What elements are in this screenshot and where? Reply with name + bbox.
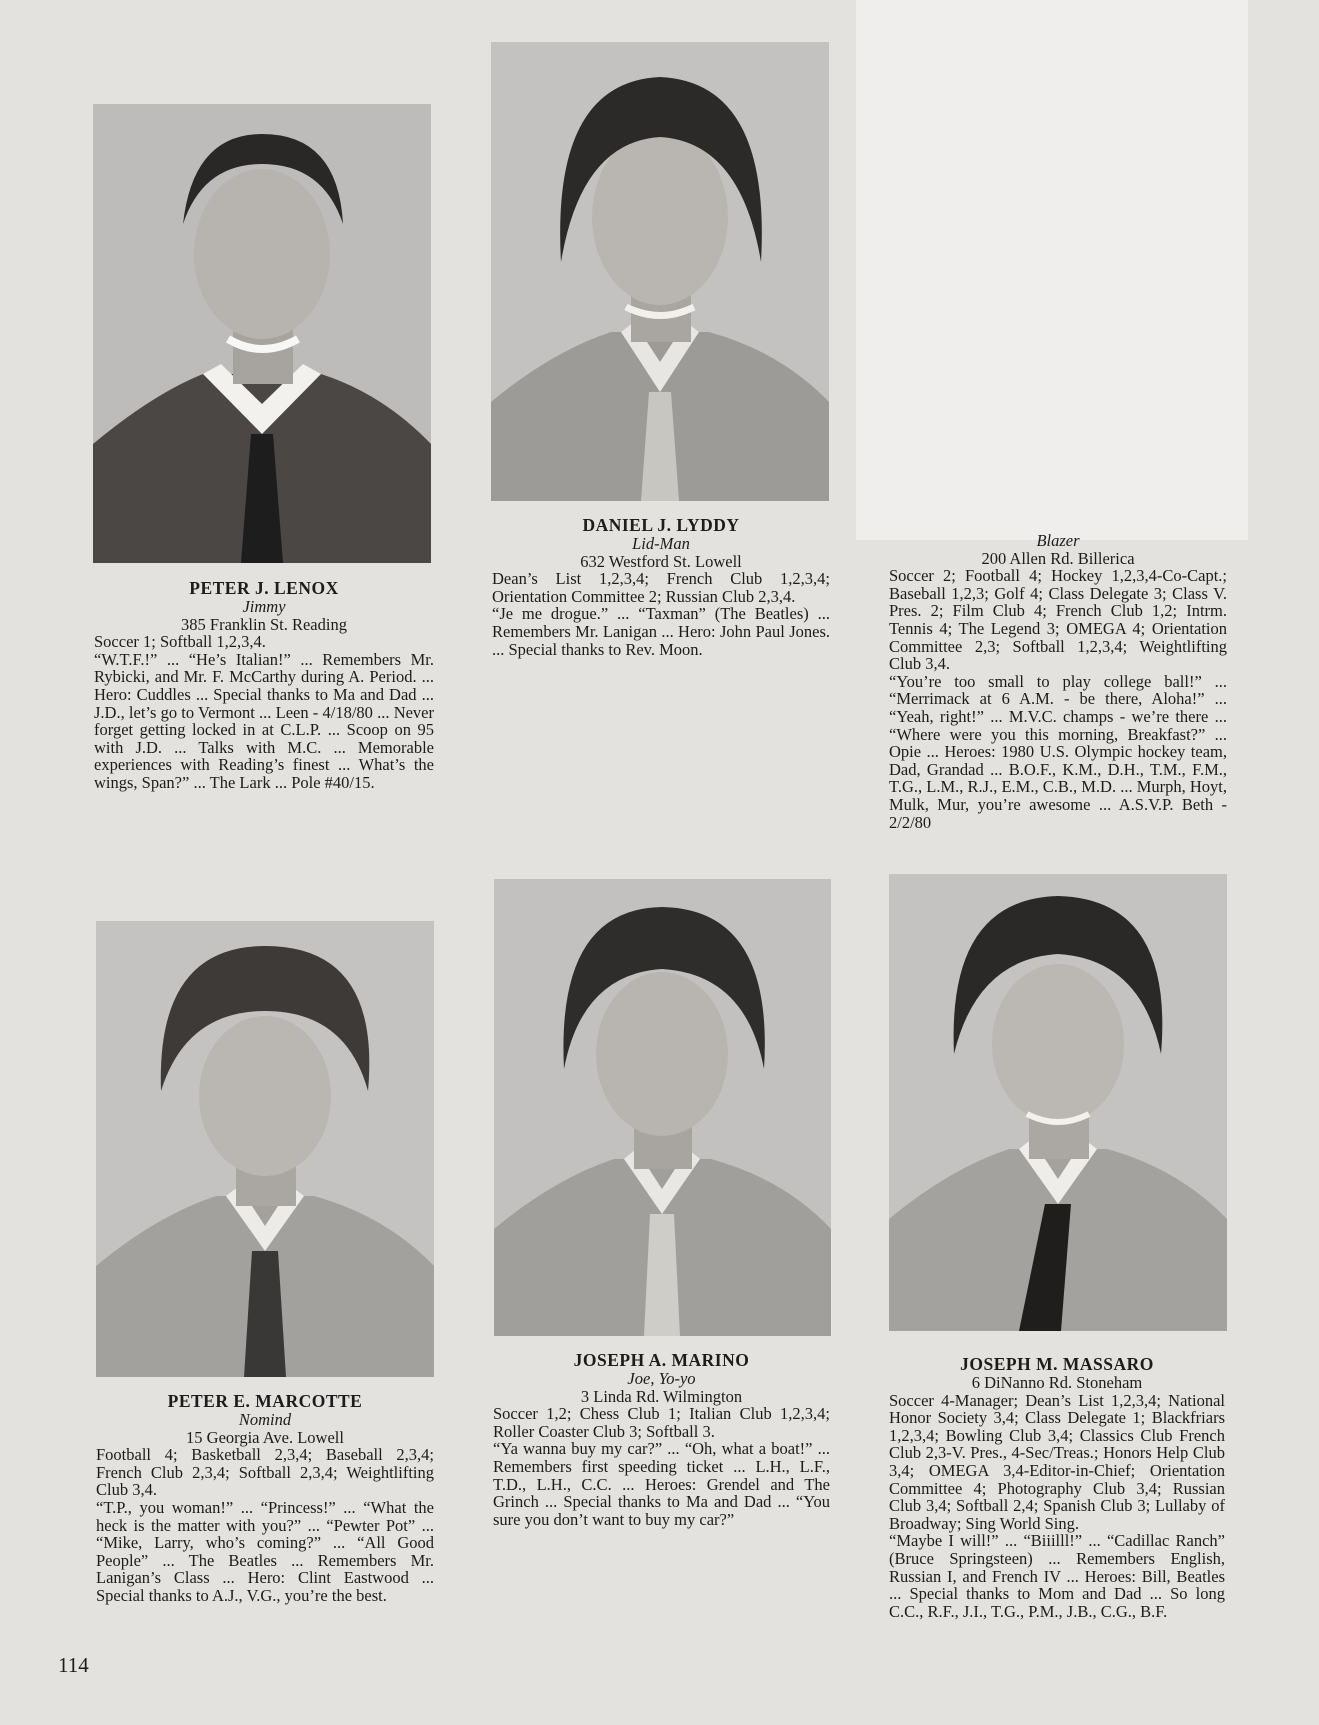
student-address: 6 DiNanno Rd. Stoneham: [971, 1373, 1143, 1392]
caption-marino: [493, 1350, 830, 1528]
student-quotes: “Je me drogue.” ... “Taxman” (The Beatles) ... Remembers Mr. Lanigan ... Hero: John Paul Jones. ... Special thanks to Rev. Moon.: [492, 604, 830, 659]
caption-blazer: [889, 532, 1227, 831]
caption-marcotte: [96, 1391, 434, 1605]
student-quotes: “You’re too small to play college ball!” ... “Merrimack at 6 A.M. - be there, Aloha!” ... “Yeah, right!” ... M.V.C. champs - we’re there ... “Where were you this morning, Breakfast?” ... Opie ... Heroes: 1980 U.S. Olympic hockey team, Dad, Grandad ... B.O.F., K.M., D.H., T.M., F.M., T.G., L.M., R.J., E.M., C.B., M.D. ... Murph, Hoyt, Mulk, Mur, you’re awesome ... A.S.V.P. Beth - 2/2/80: [889, 671, 1227, 832]
student-nickname: Blazer: [1036, 531, 1080, 550]
caption-lyddy: [492, 515, 830, 658]
portrait-marcotte: [96, 921, 434, 1377]
student-quotes: “Ya wanna buy my car?” ... “Oh, what a boat!” ... Remembers first speeding ticket ... L.H., L.F., T.D., L.H., C.C. ... Heroes: Grendel and The Grinch ... Special thanks to Ma and Dad ... “You sure you don’t want to buy my car?”: [493, 1439, 830, 1529]
student-address: 632 Westford St. Lowell: [580, 551, 742, 571]
student-quotes: “W.T.F.!” ... “He’s Italian!” ... Remembers Mr. Rybicki, and Mr. F. McCarthy during A. Period. ... Hero: Cuddles ... Special thanks to Ma and Dad ... J.D., let’s go to Vermont ... Leen - 4/18/80 ... Never forget getting locked in at C.L.P. ... Scoop on 95 with J.D. ... Talks with M.C. ... Memorable experiences with Reading’s finest ... What’s the wings, Span?” ... The Lark ... Pole #40/15.: [94, 649, 434, 792]
student-activities: Soccer 1; Softball 1,2,3,4.: [94, 632, 266, 652]
caption-lenox: [94, 578, 434, 792]
student-address: 15 Georgia Ave. Lowell: [186, 1427, 344, 1447]
student-nickname: Joe, Yo-yo: [627, 1369, 696, 1388]
student-activities: Dean’s List 1,2,3,4; French Club 1,2,3,4; Orientation Committee 2; Russian Club 2,3,4.: [492, 569, 830, 606]
student-address: 385 Franklin St. Reading: [181, 614, 347, 634]
student-address: 200 Allen Rd. Billerica: [981, 548, 1135, 568]
student-name: JOSEPH A. MARINO: [573, 1350, 750, 1370]
portrait-marino: [494, 879, 831, 1336]
portrait-lenox: [93, 104, 431, 563]
student-activities: Soccer 1,2; Chess Club 1; Italian Club 1,2,3,4; Roller Coaster Club 3; Softball 3.: [493, 1404, 830, 1441]
student-name: PETER E. MARCOTTE: [167, 1391, 363, 1411]
blank-photo-area: [856, 0, 1248, 540]
portrait-massaro: [889, 874, 1227, 1331]
student-address: 3 Linda Rd. Wilmington: [580, 1386, 743, 1406]
student-nickname: Lid-Man: [632, 534, 690, 553]
student-name: DANIEL J. LYDDY: [582, 515, 740, 535]
student-name: PETER J. LENOX: [189, 578, 339, 598]
caption-massaro: [889, 1354, 1225, 1620]
student-quotes: “Maybe I will!” ... “Biiilll!” ... “Cadillac Ranch” (Bruce Springsteen) ... Remembers English, Russian I, and French IV ... Heroes: Bill, Beatles ... Special thanks to Mom and Dad ... So long C.C., R.F., J.I., T.G., P.M., J.B., C.G., B.F.: [889, 1531, 1225, 1621]
student-nickname: Jimmy: [242, 597, 286, 616]
student-activities: Football 4; Basketball 2,3,4; Baseball 2,3,4; French Club 2,3,4; Softball 2,3,4; Weightlifting Club 3,4.: [96, 1445, 434, 1500]
student-name: JOSEPH M. MASSARO: [960, 1354, 1154, 1374]
student-quotes: “T.P., you woman!” ... “Princess!” ... “What the heck is the matter with you?” ... “Pewter Pot” ... “Mike, Larry, who’s coming?” ... “All Good People” ... The Beatles ... Remembers Mr. Lanigan’s Class ... Hero: Clint Eastwood ... Special thanks to A.J., V.G., you’re the best.: [96, 1497, 434, 1605]
student-nickname: Nomind: [238, 1410, 292, 1429]
portrait-lyddy: [491, 42, 829, 501]
student-activities: Soccer 2; Football 4; Hockey 1,2,3,4-Co-Capt.; Baseball 1,2,3; Golf 4; Class Delegate 3; Class V. Pres. 2; Film Club 4; French Club 1,2; Intrm. Tennis 4; The Legend 3; OMEGA 4; Orientation Committee 2,3; Softball 1,2,3,4; Weightlifting Club 3,4.: [889, 566, 1227, 674]
student-activities: Soccer 4-Manager; Dean’s List 1,2,3,4; National Honor Society 3,4; Class Delegate 1; Blackfriars 1,2,3,4; Bowling Club 3,4; Classics Club French Club 2,3-V. Pres., 4-Sec/Treas.; Honors Help Club 3,4; OMEGA 3,4-Editor-in-Chief; Orientation Committee 4; Photography Club 3,4; Russian Club 3,4; Softball 2,4; Spanish Club 3; Lullaby of Broadway; Sing World Sing.: [889, 1390, 1225, 1533]
page-number: 114: [58, 1653, 89, 1677]
